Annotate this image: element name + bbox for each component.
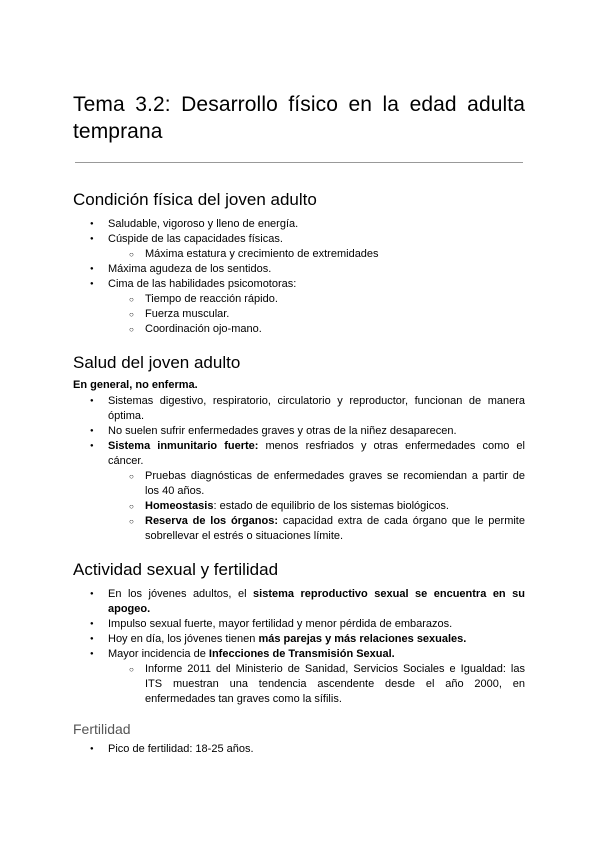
sub-list-item: ○ Reserva de los órganos: capacidad extra de cada órgano que le permite sobrellevar el estrés o situaciones límite.: [73, 514, 525, 544]
list-item: ● No suelen sufrir enfermedades graves y otras de la niñez desaparecen.: [73, 424, 525, 439]
list-item: ● Sistema inmunitario fuerte: menos resfriados y otras enfermedades como el cáncer.: [73, 439, 525, 469]
fertilidad-list: [73, 742, 525, 757]
sub-list-item: ○ Homeostasis: estado de equilibrio de los sistemas biológicos.: [73, 499, 525, 514]
list-item: ● Impulso sexual fuerte, mayor fertilidad y menor pérdida de embarazos.: [73, 617, 525, 632]
section-heading-condicion: Condición física del joven adulto: [73, 190, 317, 209]
horizontal-divider: [75, 162, 523, 163]
list-item: ● Hoy en día, los jóvenes tienen más parejas y más relaciones sexuales.: [73, 632, 525, 647]
salud-lead: En general, no enferma.: [73, 379, 198, 391]
list-item: ● En los jóvenes adultos, el sistema reproductivo sexual se encuentra en su apogeo.: [73, 587, 525, 617]
list-item: ● Cúspide de las capacidades físicas.: [73, 232, 525, 247]
sub-list-item: ○ Fuerza muscular.: [73, 307, 525, 322]
page-title-line-1: Tema 3.2: Desarrollo físico en la edad adulta: [73, 93, 525, 116]
page-title-line-2: temprana: [73, 120, 163, 143]
salud-list: [73, 394, 525, 544]
section-heading-salud: Salud del joven adulto: [73, 353, 241, 372]
list-item: ● Mayor incidencia de Infecciones de Transmisión Sexual.: [73, 647, 525, 662]
sub-list-item: ○ Coordinación ojo-mano.: [73, 322, 525, 337]
condicion-list: [73, 217, 525, 337]
sub-list-item: ○ Pruebas diagnósticas de enfermedades graves se recomiendan a partir de los 40 años.: [73, 469, 525, 499]
sub-list-item: ○ Máxima estatura y crecimiento de extremidades: [73, 247, 525, 262]
list-item: ● Pico de fertilidad: 18-25 años.: [73, 742, 525, 757]
section-heading-actividad: Actividad sexual y fertilidad: [73, 560, 279, 579]
subsection-heading-fertilidad: Fertilidad: [73, 721, 131, 737]
page-title: [73, 91, 525, 145]
list-item: ● Cima de las habilidades psicomotoras:: [73, 277, 525, 292]
list-item: ● Máxima agudeza de los sentidos.: [73, 262, 525, 277]
actividad-list: [73, 587, 525, 707]
sub-list-item: ○ Informe 2011 del Ministerio de Sanidad, Servicios Sociales e Igualdad: las ITS muestran una tendencia ascendente desde el año 2000, en enfermedades tan graves como la sífilis.: [73, 662, 525, 707]
list-item: ● Saludable, vigoroso y lleno de energía.: [73, 217, 525, 232]
sub-list-item: ○ Tiempo de reacción rápido.: [73, 292, 525, 307]
list-item: ● Sistemas digestivo, respiratorio, circulatorio y reproductor, funcionan de manera óptima.: [73, 394, 525, 424]
